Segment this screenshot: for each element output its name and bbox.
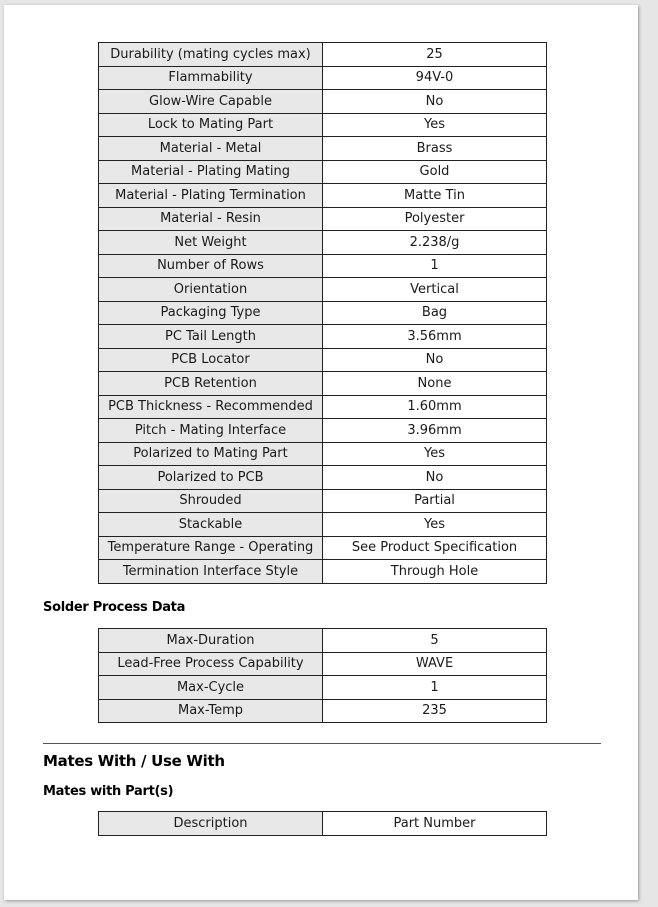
spec-label: Stackable <box>99 513 323 537</box>
spec-label: Max-Duration <box>99 629 323 653</box>
table-row <box>99 43 547 67</box>
table-row <box>99 66 547 90</box>
spec-label: Lead-Free Process Capability <box>99 652 323 676</box>
table-row <box>99 513 547 537</box>
spec-value: 1 <box>323 254 547 278</box>
spec-value: Brass <box>323 137 547 161</box>
spec-value: WAVE <box>323 652 547 676</box>
spec-label: Pitch - Mating Interface <box>99 419 323 443</box>
spec-value: Vertical <box>323 278 547 302</box>
table-row <box>99 301 547 325</box>
spec-label: Flammability <box>99 66 323 90</box>
spec-value: 3.96mm <box>323 419 547 443</box>
solder-process-table <box>98 628 547 723</box>
spec-label: Termination Interface Style <box>99 560 323 584</box>
spec-label: Material - Plating Termination <box>99 184 323 208</box>
section-divider <box>43 743 601 744</box>
spec-value: 1.60mm <box>323 395 547 419</box>
spec-label: PCB Retention <box>99 372 323 396</box>
spec-label: Polarized to PCB <box>99 466 323 490</box>
product-specs-table <box>98 42 547 584</box>
description-column-header: Description <box>99 812 323 836</box>
spec-value: 94V-0 <box>323 66 547 90</box>
spec-label: Polarized to Mating Part <box>99 442 323 466</box>
spec-label: Max-Temp <box>99 699 323 723</box>
spec-value: Yes <box>323 442 547 466</box>
spec-label: Number of Rows <box>99 254 323 278</box>
spec-value: No <box>323 348 547 372</box>
spec-value: Matte Tin <box>323 184 547 208</box>
spec-label: Packaging Type <box>99 301 323 325</box>
spec-value: No <box>323 466 547 490</box>
table-row <box>99 113 547 137</box>
spec-value: Yes <box>323 113 547 137</box>
spec-value: See Product Specification <box>323 536 547 560</box>
spec-label: Material - Resin <box>99 207 323 231</box>
table-row <box>99 372 547 396</box>
spec-value: 1 <box>323 676 547 700</box>
spec-label: PCB Thickness - Recommended <box>99 395 323 419</box>
spec-value: 25 <box>323 43 547 67</box>
solder-process-heading: Solder Process Data <box>43 600 186 615</box>
mates-with-table <box>98 811 547 836</box>
spec-label: Orientation <box>99 278 323 302</box>
spec-value: Gold <box>323 160 547 184</box>
spec-value: None <box>323 372 547 396</box>
spec-value: 3.56mm <box>323 325 547 349</box>
table-row <box>99 466 547 490</box>
mates-with-heading: Mates With / Use With <box>43 752 225 770</box>
document-page <box>4 5 638 900</box>
table-row <box>99 90 547 114</box>
spec-label: Glow-Wire Capable <box>99 90 323 114</box>
spec-label: PCB Locator <box>99 348 323 372</box>
spec-value: Through Hole <box>323 560 547 584</box>
table-row <box>99 231 547 255</box>
spec-label: Material - Plating Mating <box>99 160 323 184</box>
spec-label: PC Tail Length <box>99 325 323 349</box>
table-row <box>99 560 547 584</box>
spec-label: Max-Cycle <box>99 676 323 700</box>
spec-label: Temperature Range - Operating <box>99 536 323 560</box>
spec-value: Bag <box>323 301 547 325</box>
table-row <box>99 676 547 700</box>
spec-value: Yes <box>323 513 547 537</box>
spec-label: Shrouded <box>99 489 323 513</box>
part-number-column-header: Part Number <box>323 812 547 836</box>
table-row <box>99 254 547 278</box>
spec-value: 235 <box>323 699 547 723</box>
spec-label: Durability (mating cycles max) <box>99 43 323 67</box>
spec-label: Net Weight <box>99 231 323 255</box>
table-row <box>99 536 547 560</box>
spec-value: 5 <box>323 629 547 653</box>
table-row <box>99 207 547 231</box>
table-row <box>99 184 547 208</box>
table-row <box>99 348 547 372</box>
table-row <box>99 489 547 513</box>
table-row <box>99 442 547 466</box>
table-row <box>99 160 547 184</box>
table-row <box>99 652 547 676</box>
table-row <box>99 395 547 419</box>
spec-value: Polyester <box>323 207 547 231</box>
table-row <box>99 699 547 723</box>
table-row <box>99 325 547 349</box>
spec-value: No <box>323 90 547 114</box>
spec-value: 2.238/g <box>323 231 547 255</box>
spec-value: Partial <box>323 489 547 513</box>
table-row <box>99 629 547 653</box>
table-row <box>99 419 547 443</box>
spec-label: Material - Metal <box>99 137 323 161</box>
table-header-row <box>99 812 547 836</box>
spec-label: Lock to Mating Part <box>99 113 323 137</box>
table-row <box>99 137 547 161</box>
mates-with-parts-subheading: Mates with Part(s) <box>43 784 174 799</box>
table-row <box>99 278 547 302</box>
